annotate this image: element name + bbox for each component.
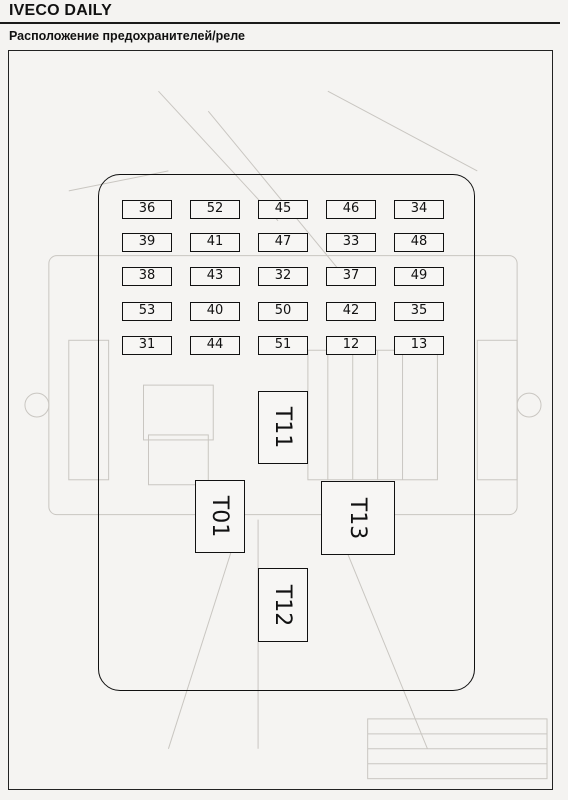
fuse-33: 33 [326,233,376,252]
fuse-41: 41 [190,233,240,252]
relay-t13-label: T13 [345,497,371,539]
fuse-44: 44 [190,336,240,355]
fuse-43: 43 [190,267,240,286]
page-subtitle: Расположение предохранителей/реле [9,29,245,43]
fuse-38: 38 [122,267,172,286]
fuse-40: 40 [190,302,240,321]
relay-t01-label: T01 [207,495,233,538]
fuse-52: 52 [190,200,240,219]
fuse-39: 39 [122,233,172,252]
fuse-48: 48 [394,233,444,252]
relay-t11 [258,391,308,464]
fuse-46: 46 [326,200,376,219]
relay-t12 [258,568,308,642]
relay-t12-label: T12 [270,584,296,626]
fuse-32: 32 [258,267,308,286]
brand-title: IVECO DAILY [9,2,112,19]
fuse-50: 50 [258,302,308,321]
relay-t13 [321,481,395,555]
fuse-34: 34 [394,200,444,219]
fuse-53: 53 [122,302,172,321]
fuse-35: 35 [394,302,444,321]
header-rule [0,22,560,24]
fuse-42: 42 [326,302,376,321]
fuse-12: 12 [326,336,376,355]
fuse-31: 31 [122,336,172,355]
fuse-37: 37 [326,267,376,286]
fuse-45: 45 [258,200,308,219]
fuse-49: 49 [394,267,444,286]
relay-t01 [195,480,245,553]
fuse-51: 51 [258,336,308,355]
fuse-13: 13 [394,336,444,355]
relay-t11-label: T11 [270,406,296,449]
fuse-47: 47 [258,233,308,252]
fuse-36: 36 [122,200,172,219]
